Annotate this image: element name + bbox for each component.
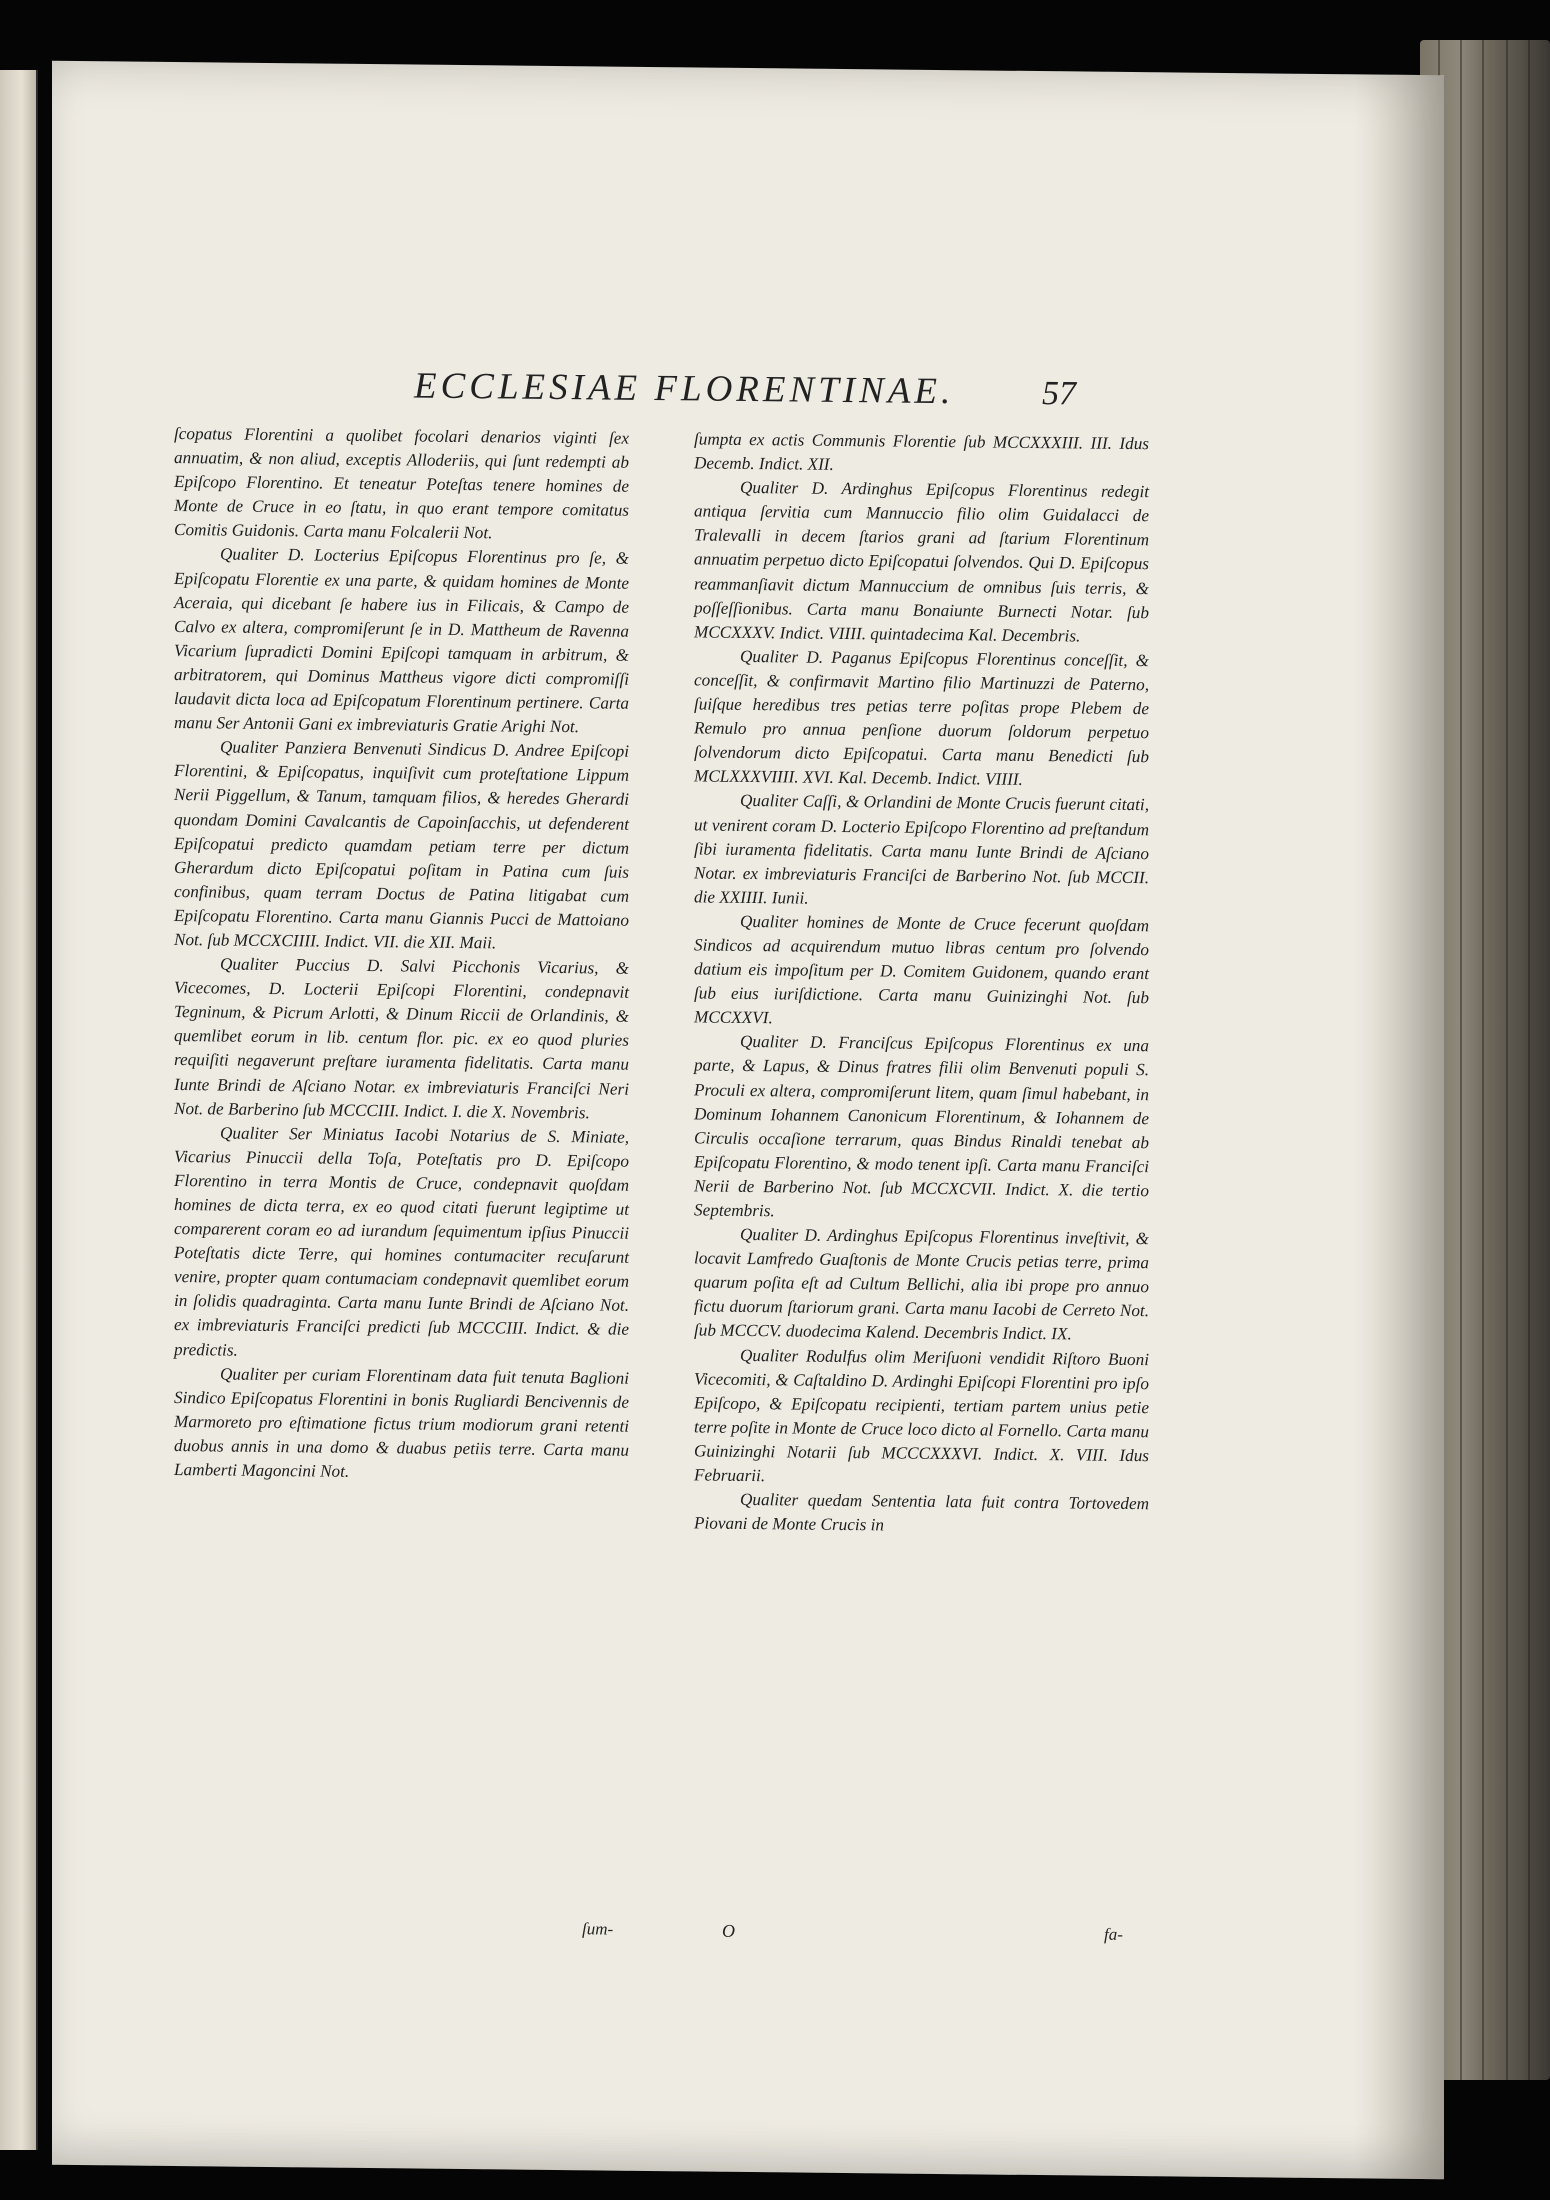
paragraph: ſcopatus Florentini a quolibet focolari denarios viginti ſex annuatim, & non aliud, exceptis Alloderiis, qui ſunt redempti ab Epiſcopo Florentino. Et teneatur Poteſtas tenere homines de Monte de Cruce in eo ſtatu, in quo erant tempore comitatus Comitis Guidonis. Carta manu Folcalerii Not. <box>174 423 629 543</box>
paragraph: Qualiter Panziera Benvenuti Sindicus D. Andree Epiſcopi Florentini, & Epiſcopatus, inquiſivit cum proteſtatione Lippum Nerii Piggellum, & Tanum, tamquam filios, & heredes Gherardi quondam Domini Cavalcantis de Capoinſacchis, ut defenderent Epiſcopatui predicto quamdam petiam terre per dictum Gherardum dicto Epiſcopatui poſitam in Patina cum ſuis confinibus, quam terram Doctus de Patina litigabat cum Epiſcopatu Florentino. Carta manu Giannis Pucci de Mattoiano Not. ſub MCCXCIIII. Indict. VII. die XII. Maii. <box>174 737 629 953</box>
page-number: 57 <box>1042 375 1076 413</box>
paragraph: Qualiter homines de Monte de Cruce fecerunt quoſdam Sindicos ad acquirendum mutuo libras centum pro ſolvendo datium eis impoſitum per D. Comitem Guidonem, quando erant ſub eius iuriſdictione. Carta manu Guinizinghi Not. ſub MCCXXVI. <box>694 911 1149 1028</box>
paragraph: Qualiter Caſſi, & Orlandini de Monte Crucis fuerunt citati, ut venirent coram D. Locterio Epiſcopo Florentino ad preſtandum ſibi iuramenta fidelitatis. Carta manu Iunte Brindi de Aſciano Notar. ex imbreviaturis Franciſci de Barberino Not. ſub MCCII. die XXIIII. Iunii. <box>694 791 1149 908</box>
signature-mark: O <box>722 1920 735 1941</box>
book-page <box>52 61 1444 2180</box>
paragraph: Qualiter Rodulfus olim Meriſuoni vendidit Riſtoro Buoni Vicecomiti, & Caſtaldino D. Ardinghi Epiſcopi Florentini pro ipſo Epiſcopo, & Epiſcopatu recipienti, tertiam partem unius petie terre poſite in Monte de Cruce loco dicto al Fornello. Carta manu Guinizinghi Notarii ſub MCCCXXXVI. Indict. X. VIII. Idus Februarii. <box>694 1345 1149 1486</box>
paragraph: ſumpta ex actis Communis Florentie ſub MCCXXXIII. III. Idus Decemb. Indict. XII. <box>694 429 1149 474</box>
left-text-column <box>174 422 629 1487</box>
paragraph: Qualiter per curiam Florentinam data fuit tenuta Baglioni Sindico Epiſcopatus Florentini in bonis Rugliardi Bencivennis de Marmoreto pro eſtimatione fictus trium modiorum grani retenti duobus annis in una domo & duabus petiis terre. Carta manu Lamberti Magoncini Not. <box>174 1364 629 1481</box>
paragraph: Qualiter Puccius D. Salvi Picchonis Vicarius, & Vicecomes, D. Locterii Epiſcopi Florentini, condepnavit Tegninum, & Picrum Arlotti, & Dinum Riccii de Orlandinis, & quemlibet eorum in lib. centum flor. pic. ex eo quod pluries requiſiti negaverunt preſtare iuramenta fidelitatis. Carta manu Iunte Brindi de Aſciano Notar. ex imbreviaturis Franciſci Neri Not. de Barberino ſub MCCCIII. Indict. I. die X. Novembris. <box>174 954 629 1122</box>
paragraph: Qualiter D. Locterius Epiſcopus Florentinus pro ſe, & Epiſcopatu Florentie ex una parte, & quidam homines de Monte Aceraia, qui dicebant ſe habere ius in Filicais, & Campo de Calvo ex altera, compromiſerunt ſe in D. Mattheum de Ravenna Vicarium ſupradicti Domini Epiſcopi tamquam in arbitrum, & arbitratorem, qui Dominus Mattheus vigore dicti compromiſſi laudavit dicta loca ad Epiſcopatum Florentinum pertinere. Carta manu Ser Antonii Gani ex imbreviaturis Gratie Arighi Not. <box>174 544 629 737</box>
paragraph: Qualiter D. Paganus Epiſcopus Florentinus conceſſit, & conceſſit, & confirmavit Martino filio Martinuzzi de Paterno, ſuiſque heredibus tres petias terre poſitas prope Plebem de Remulo pro annua penſione duorum ſoldorum perpetuo ſolvendorum dicto Epiſcopatui. Carta manu Benedicti ſub MCLXXXVIIII. XVI. Kal. Decemb. Indict. VIIII. <box>694 646 1149 790</box>
catchword-left: ſum- <box>582 1919 614 1939</box>
paragraph: Qualiter D. Ardinghus Epiſcopus Florentinus inveſtivit, & locavit Lamfredo Guaſtonis de Monte Crucis petias terre, prima quarum poſita eſt ad Cultum Bellichi, alia ibi prope pro annuo fictu duorum ſtariorum grani. Carta manu Iacobi de Cerreto Not. ſub MCCCV. duodecima Kalend. Decembris Indict. IX. <box>694 1225 1149 1344</box>
catchword-right: fa- <box>1104 1924 1123 1944</box>
paragraph: Qualiter Ser Miniatus Iacobi Notarius de S. Miniate, Vicarius Pinuccii della Toſa, Poteſtatis pro D. Epiſcopo Florentino in terra Montis de Cruce, condepnavit quoſdam homines de dicta terra, ex eo quod citati fuerunt legiptime ut comparerent coram eo ad iurandum ſequimentum ipſius Pinuccii Poteſtatis dicte Terre, qui homines contumaciter recuſarunt venire, propter quam contumaciam condepnavit quemlibet eorum in ſolidis quadraginta. Carta manu Iunte Brindi de Aſciano Not. ex imbreviaturis Franciſci predicti ſub MCCCIII. Indict. & die predictis. <box>174 1123 629 1360</box>
right-text-column <box>694 427 1149 1540</box>
paragraph: Qualiter D. Ardinghus Epiſcopus Florentinus redegit antiqua ſervitia cum Mannuccio filio olim Guidalacci de Tralevalli in decem ſtarios grani ad ſtarium Florentinum annuatim perpetuo dicto Epiſcopatui ſolvendos. Qui D. Epiſcopus reammanſiavit dictum Mannuccium de omnibus ſuis terris, & poſſeſſionibus. Carta manu Bonaiunte Burnecti Notar. ſub MCCXXXV. Indict. VIIII. quintadecima Kal. Decembris. <box>694 478 1149 646</box>
paragraph: Qualiter quedam Sententia lata fuit contra Tortovedem Piovani de Monte Crucis in <box>694 1490 1149 1535</box>
paragraph: Qualiter D. Franciſcus Epiſcopus Florentinus ex una parte, & Lapus, & Dinus fratres filii olim Benvenuti populi S. Proculi ex altera, compromiſerunt litem, quam ſimul habebant, in Dominum Iohannem Canonicum Florentinum, & Iohannem de Circulis occaſione terrarum, quas Bindus Rinaldi tenebat ab Epiſcopatu Florentino, & modo tenent ipſi. Carta manu Franciſci Nerii de Barberino Not. ſub MCCXCVII. Indict. X. die tertio Septembris. <box>694 1032 1149 1221</box>
running-title: ECCLESIAE FLORENTINAE. <box>414 365 955 413</box>
left-page-edge <box>0 70 38 2150</box>
